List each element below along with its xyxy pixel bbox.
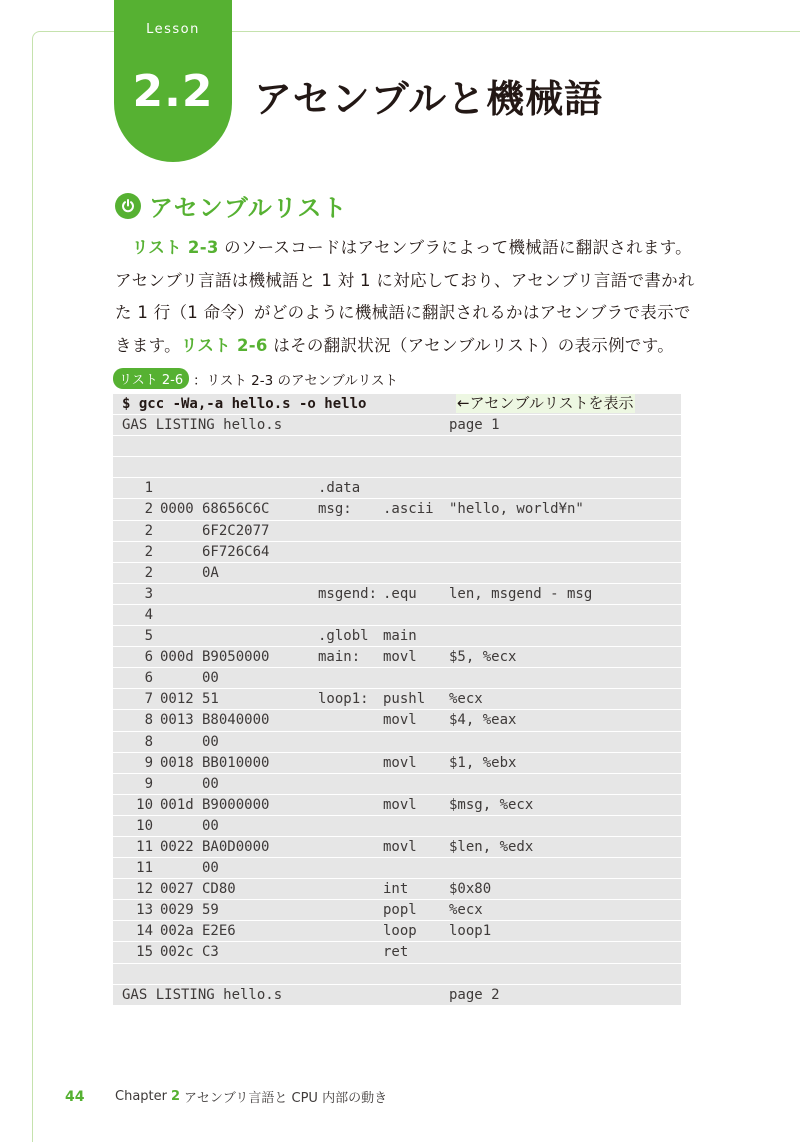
machine-code: 6F726C64 [202, 543, 270, 560]
section-title: アセンブルリスト [149, 194, 348, 222]
address: 000d [160, 649, 194, 666]
operand: $4, %eax [449, 712, 517, 729]
line-number: 4 [144, 606, 153, 623]
paragraph-text: はその翻訳状況（アセンブルリスト）の表示例です。 [267, 335, 674, 355]
operand: $msg, %ecx [449, 796, 534, 813]
machine-code: BA0D0000 [202, 838, 270, 855]
address: 0027 [160, 881, 194, 898]
chapter-title: アセンブリ言語と CPU 内部の動き [184, 1091, 388, 1106]
listing-row [113, 858, 681, 879]
operation: movl [383, 712, 417, 729]
address: 002c [160, 944, 194, 961]
address: 0022 [160, 838, 194, 855]
operation: movl [383, 649, 417, 666]
listing-row [113, 732, 681, 753]
line-number: 14 [136, 923, 153, 940]
command-text: $ gcc -Wa,-a hello.s -o hello [122, 396, 367, 412]
command-note: ←アセンブルリストを表示 [457, 394, 634, 412]
line-number: 1 [144, 480, 153, 497]
listing-header-row [113, 415, 681, 436]
line-number: 2 [144, 564, 153, 581]
chapter-prefix: Chapter [115, 1089, 167, 1104]
line-number: 10 [136, 796, 153, 813]
machine-code: CD80 [202, 881, 236, 898]
listing-row [113, 499, 681, 520]
label: .data [318, 480, 361, 497]
section-heading [115, 188, 347, 223]
address: 0018 [160, 754, 194, 771]
operation: movl [383, 754, 417, 771]
machine-code: C3 [202, 944, 219, 961]
machine-code: 00 [202, 775, 219, 792]
code-listing [113, 394, 681, 1006]
listing-row [113, 753, 681, 774]
address: 002a [160, 923, 194, 940]
listing-header-title: GAS LISTING hello.s [122, 986, 283, 1003]
operation: loop [383, 923, 417, 940]
caption-text: ：リスト 2-3 のアセンブルリスト [193, 372, 399, 389]
line-number: 11 [136, 860, 153, 877]
machine-code: 68656C6C [202, 501, 270, 518]
machine-code: 00 [202, 817, 219, 834]
line-number: 10 [136, 817, 153, 834]
operation: movl [383, 796, 417, 813]
listing-row [113, 668, 681, 689]
line-number: 9 [144, 754, 153, 771]
listing-header-title: GAS LISTING hello.s [122, 417, 283, 434]
machine-code: B8040000 [202, 712, 270, 729]
line-number: 11 [136, 838, 153, 855]
line-number: 15 [136, 944, 153, 961]
listing-row [113, 626, 681, 647]
listing-row [113, 942, 681, 963]
machine-code: 00 [202, 860, 219, 877]
machine-code: 51 [202, 691, 219, 708]
blank-row [113, 964, 681, 985]
machine-code: BB010000 [202, 754, 270, 771]
listing-row [113, 816, 681, 837]
label: loop1: [318, 691, 369, 708]
lesson-label: Lesson [146, 22, 200, 37]
listing-row [113, 521, 681, 542]
chapter-number: 2 [170, 1089, 181, 1104]
blank-row [113, 457, 681, 478]
operation: movl [383, 838, 417, 855]
line-number: 12 [136, 881, 153, 898]
operand: loop1 [449, 923, 492, 940]
label: .globl [318, 628, 369, 645]
body-paragraph [115, 232, 695, 362]
operand: "hello, world¥n" [449, 501, 584, 518]
command-row [113, 394, 681, 415]
address: 001d [160, 796, 194, 813]
machine-code: 6F2C2077 [202, 522, 270, 539]
operation: popl [383, 902, 417, 919]
machine-code: 00 [202, 733, 219, 750]
power-icon [115, 193, 141, 219]
operation: int [383, 881, 409, 898]
listing-row [113, 837, 681, 858]
machine-code: 00 [202, 670, 219, 687]
machine-code: B9000000 [202, 796, 270, 813]
listing-row [113, 900, 681, 921]
machine-code: 0A [202, 564, 219, 581]
operand: %ecx [449, 691, 483, 708]
listing-row [113, 879, 681, 900]
line-number: 2 [144, 543, 153, 560]
line-number: 3 [144, 585, 153, 602]
machine-code: 59 [202, 902, 219, 919]
blank-row [113, 436, 681, 457]
line-number: 6 [144, 649, 153, 666]
label: msg: [318, 501, 352, 518]
address: 0029 [160, 902, 194, 919]
listing-row [113, 542, 681, 563]
line-number: 13 [136, 902, 153, 919]
operation: .ascii [383, 501, 434, 518]
operation: main [383, 628, 417, 645]
operand: len, msgend - msg [449, 585, 593, 602]
listing-header-row [113, 985, 681, 1006]
page-number: 44 [65, 1088, 85, 1105]
listing-ref-link: リスト 2-3 [131, 238, 219, 257]
operand: $len, %edx [449, 838, 534, 855]
operation: pushl [383, 691, 426, 708]
listing-badge: リスト 2-6 [113, 368, 189, 389]
listing-header-page: page 1 [449, 417, 500, 434]
listing-row [113, 921, 681, 942]
line-number: 7 [144, 691, 153, 708]
listing-row [113, 710, 681, 731]
line-number: 9 [144, 775, 153, 792]
line-number: 5 [144, 628, 153, 645]
machine-code: E2E6 [202, 923, 236, 940]
operand: $5, %ecx [449, 649, 517, 666]
listing-row [113, 605, 681, 626]
listing-row [113, 647, 681, 668]
line-number: 8 [144, 733, 153, 750]
line-number: 6 [144, 670, 153, 687]
line-number: 2 [144, 522, 153, 539]
listing-row [113, 774, 681, 795]
listing-row [113, 584, 681, 605]
listing-row [113, 478, 681, 499]
operation: .equ [383, 585, 417, 602]
paragraph-text: のソースコードはアセンブラによって機械語に翻訳されます。アセンブリ言語は機械語と 1 対 1 に対応しており、アセンブリ言語で書かれた 1 行（1 命令）がどのように機械語に翻訳されるかはアセンブラで表示できます。 [115, 238, 695, 355]
listing-row [113, 689, 681, 710]
listing-row [113, 795, 681, 816]
lesson-number: 2.2 [132, 66, 214, 117]
operand: $1, %ebx [449, 754, 517, 771]
operand: $0x80 [449, 881, 492, 898]
address: 0012 [160, 691, 194, 708]
listing-header-page: page 2 [449, 986, 500, 1003]
address: 0000 [160, 501, 194, 518]
address: 0013 [160, 712, 194, 729]
line-number: 8 [144, 712, 153, 729]
machine-code: B9050000 [202, 649, 270, 666]
label: main: [318, 649, 361, 666]
operation: ret [383, 944, 409, 961]
listing-row [113, 563, 681, 584]
page-footer [65, 1087, 387, 1106]
listing-caption [113, 368, 398, 389]
operand: %ecx [449, 902, 483, 919]
label: msgend: [318, 585, 378, 602]
line-number: 2 [144, 501, 153, 518]
page-title: アセンブルと機械語 [254, 77, 604, 121]
listing-ref-link: リスト 2-6 [180, 335, 268, 355]
